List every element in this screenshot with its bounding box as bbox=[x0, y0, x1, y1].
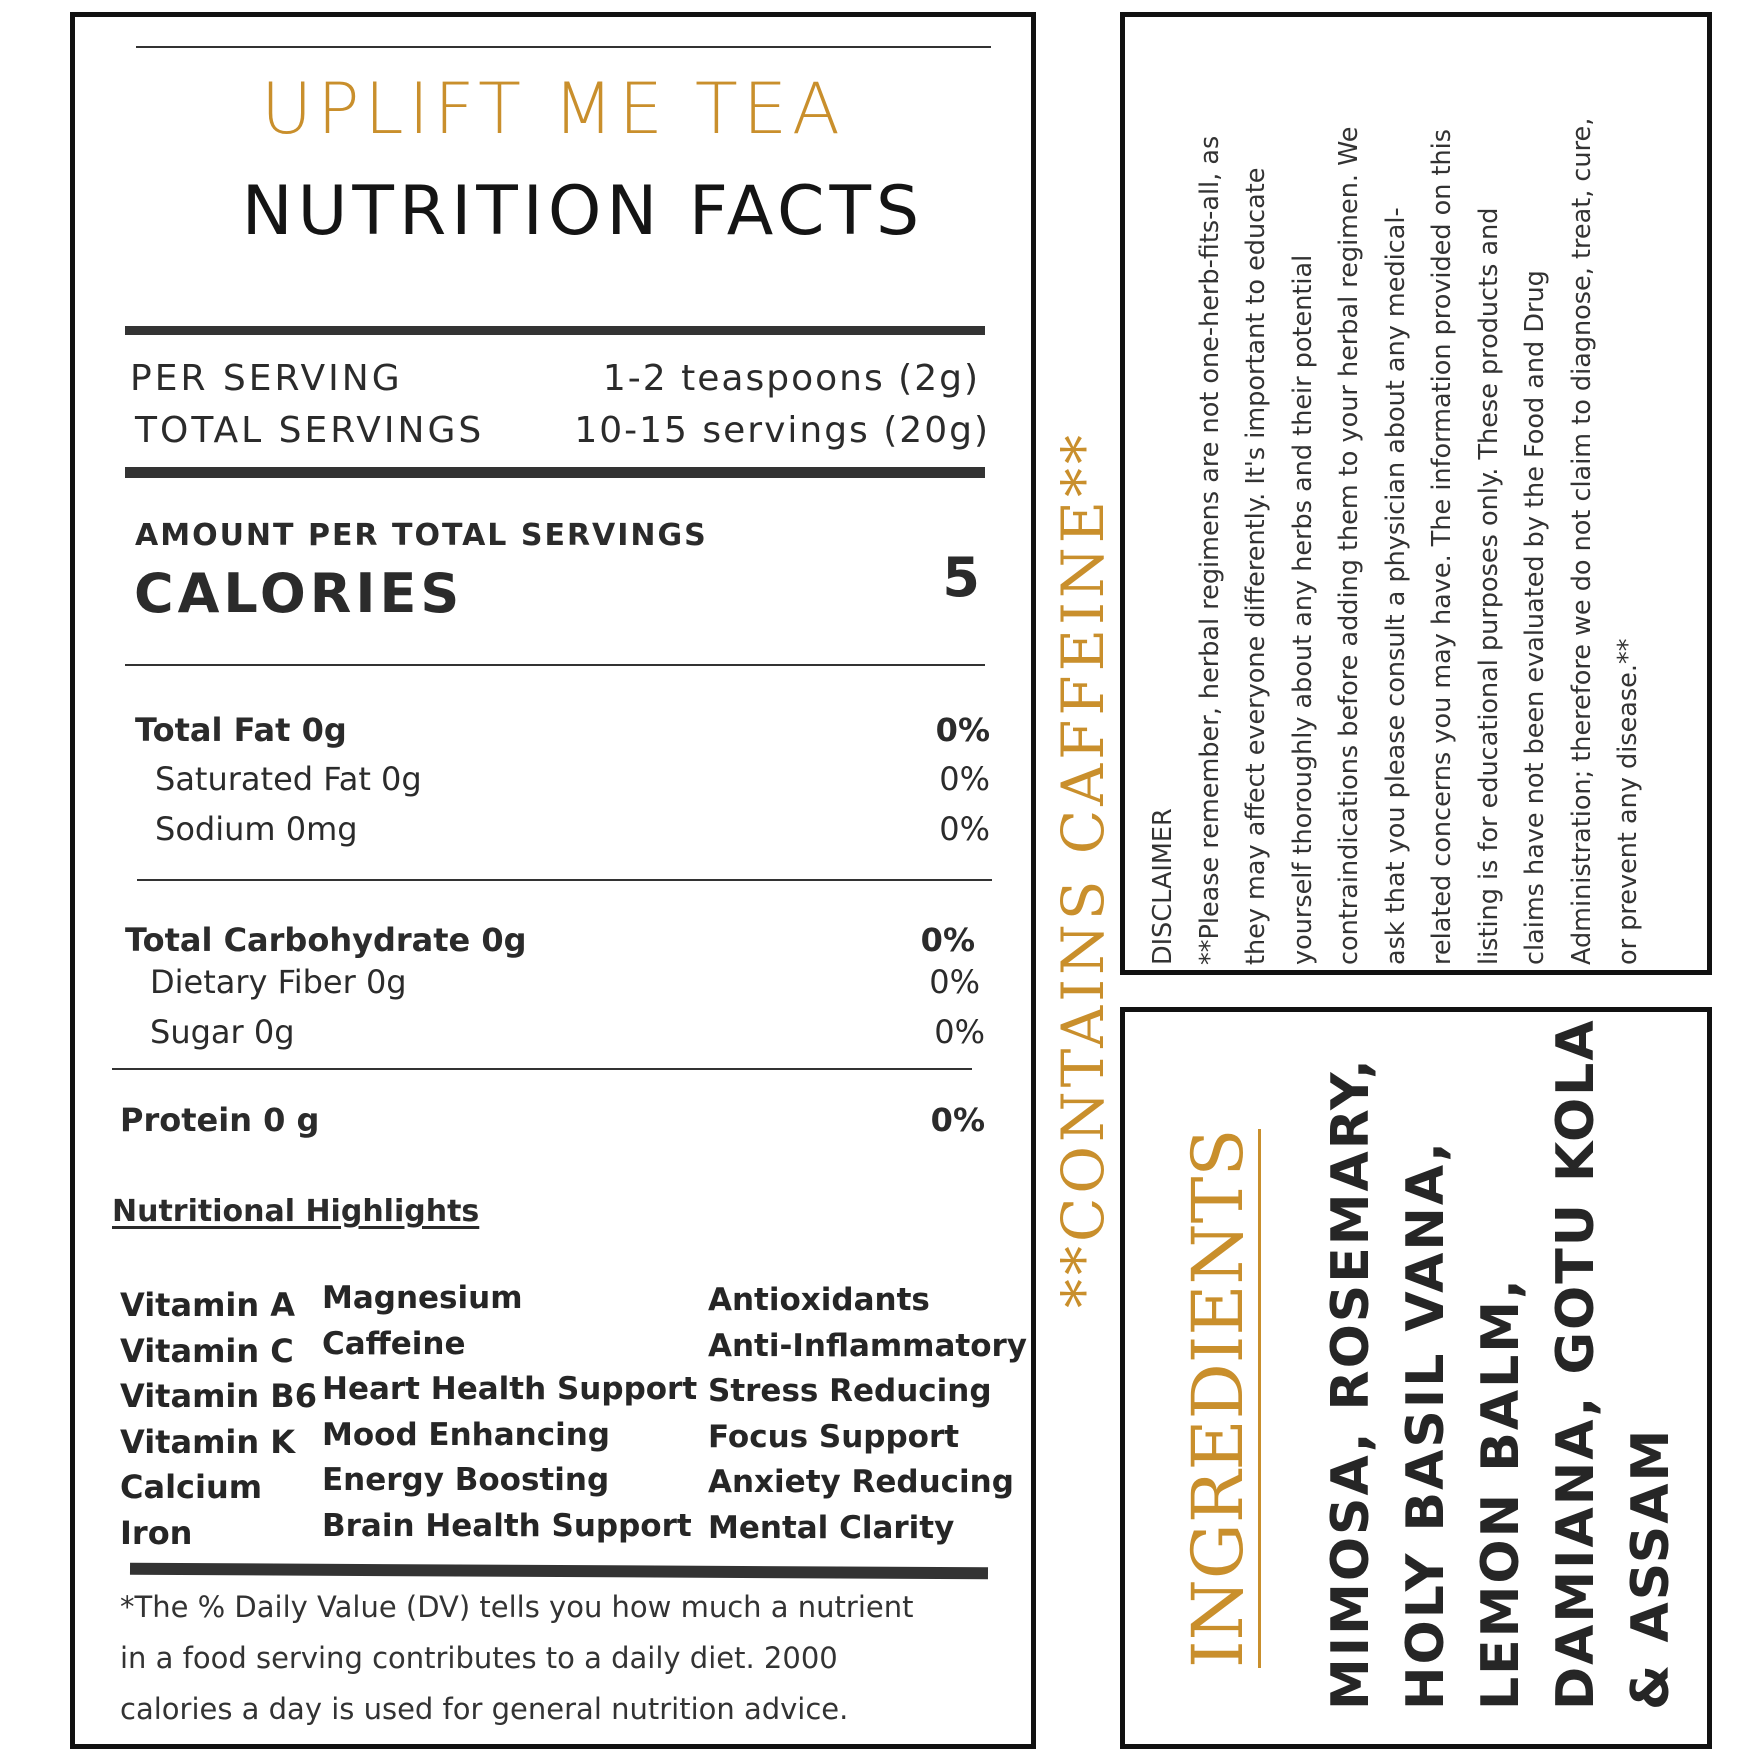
divider-calories bbox=[125, 664, 985, 666]
disclaimer-line: listing is for educational purposes only. These products and bbox=[1473, 207, 1504, 965]
ingredients-list bbox=[1314, 1018, 1689, 1710]
row-protein-value: 0% bbox=[930, 1101, 985, 1139]
highlights-column-3 bbox=[708, 1278, 1027, 1551]
row-sodium-label: Sodium 0mg bbox=[155, 810, 358, 848]
top-divider bbox=[136, 46, 991, 48]
calories-label: CALORIES bbox=[134, 562, 464, 625]
row-dietary-fiber-label: Dietary Fiber 0g bbox=[150, 963, 407, 1001]
highlight-item: Energy Boosting bbox=[322, 1462, 610, 1498]
total-servings-value: 10-15 servings (20g) bbox=[574, 410, 990, 451]
highlight-item: Mood Enhancing bbox=[322, 1416, 610, 1453]
ingredients-title: INGREDIENTS bbox=[1177, 1128, 1259, 1668]
row-saturated-fat-label: Saturated Fat 0g bbox=[155, 760, 422, 798]
ingredient-line: DAMIANA, GOTU KOLA bbox=[1546, 1018, 1606, 1710]
disclaimer-line: ask that you please consult a physician about any medical- bbox=[1380, 207, 1411, 965]
thick-divider-1 bbox=[125, 326, 985, 335]
disclaimer-title: DISCLAIMER bbox=[1148, 808, 1178, 965]
highlight-item: Focus Support bbox=[708, 1418, 960, 1455]
highlight-item: Vitamin A bbox=[120, 1286, 296, 1324]
disclaimer-line: claims have not been evaluated by the Food and Drug bbox=[1520, 270, 1550, 965]
row-protein-label: Protein 0 g bbox=[120, 1101, 320, 1139]
ingredient-line: LEMON BALM, bbox=[1471, 1277, 1531, 1710]
divider-carb bbox=[112, 1068, 972, 1070]
per-serving-label: PER SERVING bbox=[130, 358, 403, 399]
per-serving-value: 1-2 teaspoons (2g) bbox=[602, 358, 980, 399]
highlights-column-2 bbox=[322, 1276, 697, 1549]
disclaimer-line: related concerns you may have. The information provided on this bbox=[1427, 128, 1457, 965]
highlight-item: Vitamin K bbox=[120, 1422, 296, 1461]
highlights-column-1 bbox=[120, 1283, 317, 1556]
divider-fat bbox=[137, 879, 992, 881]
ingredient-line: MIMOSA, ROSEMARY, bbox=[1321, 1057, 1381, 1710]
contains-caffeine-notice: **CONTAINS CAFFEINE** bbox=[1049, 431, 1117, 1308]
highlight-item: Vitamin C bbox=[120, 1331, 294, 1370]
highlight-item: Anxiety Reducing bbox=[708, 1464, 1014, 1500]
amount-per-total-servings: AMOUNT PER TOTAL SERVINGS bbox=[135, 518, 708, 553]
ingredient-line: & ASSAM bbox=[1621, 1427, 1681, 1710]
highlight-item: Vitamin B6 bbox=[120, 1377, 317, 1415]
thick-divider-2 bbox=[125, 467, 985, 478]
disclaimer-text bbox=[1140, 35, 1652, 965]
footnote-line: *The % Daily Value (DV) tells you how much a nutrient bbox=[120, 1590, 914, 1624]
row-total-carb-value: 0% bbox=[920, 921, 975, 959]
row-sugar-value: 0% bbox=[934, 1013, 985, 1051]
disclaimer-line: **Please remember, herbal regimens are not one-herb-fits-all, as bbox=[1194, 135, 1225, 965]
highlight-item: Iron bbox=[120, 1513, 193, 1552]
row-sugar-label: Sugar 0g bbox=[150, 1013, 295, 1051]
row-saturated-fat-value: 0% bbox=[939, 760, 990, 798]
daily-value-footnote bbox=[120, 1582, 913, 1735]
highlight-item: Antioxidants bbox=[708, 1282, 930, 1318]
highlight-item: Heart Health Support bbox=[322, 1371, 698, 1407]
row-sodium-value: 0% bbox=[939, 810, 990, 848]
ingredient-line: HOLY BASIL VANA, bbox=[1396, 1140, 1456, 1710]
disclaimer-line: they may affect everyone differently. It's important to educate bbox=[1241, 167, 1271, 965]
highlight-item: Anti-Inflammatory bbox=[708, 1327, 1028, 1364]
disclaimer-line: Administration; therefore we do not claim to diagnose, treat, cure, bbox=[1566, 117, 1597, 965]
row-total-carb-label: Total Carbohydrate 0g bbox=[125, 921, 527, 959]
row-dietary-fiber-value: 0% bbox=[929, 963, 980, 1001]
nutritional-highlights-title: Nutritional Highlights bbox=[112, 1194, 480, 1229]
highlight-item: Mental Clarity bbox=[708, 1509, 955, 1546]
calories-value: 5 bbox=[942, 546, 980, 609]
highlight-item: Caffeine bbox=[322, 1325, 466, 1362]
footnote-line: calories a day is used for general nutrition advice. bbox=[120, 1692, 849, 1726]
highlight-item: Brain Health Support bbox=[322, 1507, 692, 1544]
disclaimer-line: or prevent any disease.** bbox=[1613, 638, 1643, 965]
highlight-item: Calcium bbox=[120, 1468, 263, 1506]
nutrition-facts-heading: NUTRITION FACTS bbox=[241, 172, 925, 251]
disclaimer-line: yourself thoroughly about any herbs and their potential bbox=[1287, 254, 1318, 965]
highlight-item: Stress Reducing bbox=[708, 1373, 992, 1409]
highlight-item: Magnesium bbox=[322, 1280, 523, 1316]
disclaimer-line: contraindications before adding them to your herbal regimen. We bbox=[1334, 126, 1364, 965]
product-name: UPLIFT ME TEA bbox=[261, 68, 845, 150]
row-total-fat-label: Total Fat 0g bbox=[135, 711, 347, 749]
row-total-fat-value: 0% bbox=[935, 711, 990, 749]
footnote-line: in a food serving contributes to a daily diet. 2000 bbox=[120, 1641, 838, 1675]
total-servings-label: TOTAL SERVINGS bbox=[135, 410, 485, 451]
